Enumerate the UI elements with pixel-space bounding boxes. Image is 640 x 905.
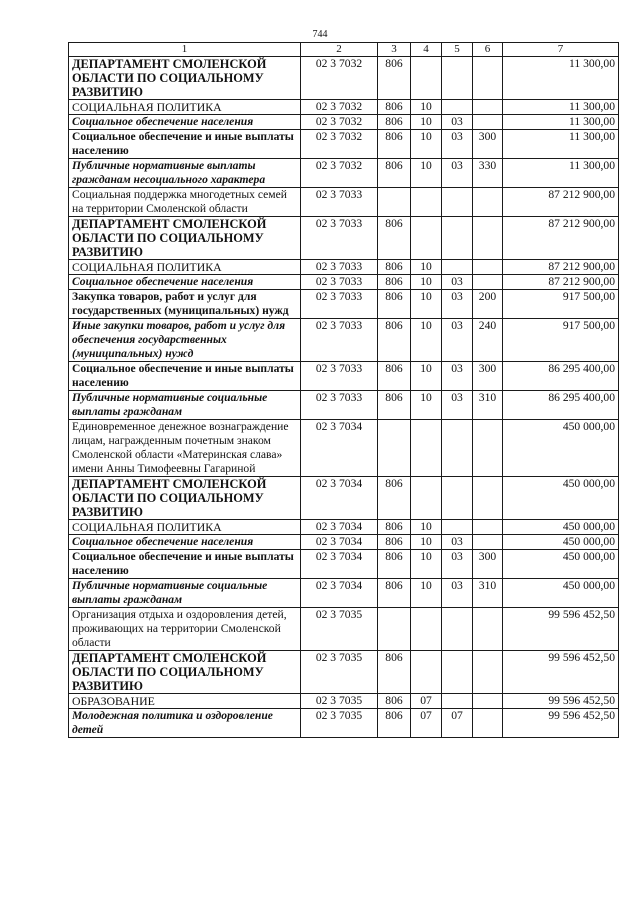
- expense-type-cell: [473, 100, 503, 115]
- amount-cell: 450 000,00: [503, 550, 619, 579]
- table-row: [69, 550, 619, 579]
- item-name-cell: Социальное обеспечение и иные выплаты населению: [69, 362, 301, 391]
- amount-cell: 917 500,00: [503, 290, 619, 319]
- expense-type-cell: [473, 520, 503, 535]
- expense-type-cell: [473, 420, 503, 477]
- section-cell: 10: [411, 535, 442, 550]
- admin-code-cell: 806: [378, 275, 411, 290]
- header-row: [69, 43, 619, 57]
- amount-cell: 11 300,00: [503, 130, 619, 159]
- item-name-cell: Социальное обеспечение и иные выплаты населению: [69, 550, 301, 579]
- target-article-cell: 02 3 7033: [301, 217, 378, 260]
- table-row: [69, 535, 619, 550]
- table-row: [69, 319, 619, 362]
- item-name-cell: СОЦИАЛЬНАЯ ПОЛИТИКА: [69, 260, 301, 275]
- subsection-cell: 03: [442, 535, 473, 550]
- header-cell: 2: [301, 43, 378, 57]
- expense-type-cell: 200: [473, 290, 503, 319]
- table-row: [69, 694, 619, 709]
- amount-cell: 87 212 900,00: [503, 188, 619, 217]
- item-name-cell: СОЦИАЛЬНАЯ ПОЛИТИКА: [69, 520, 301, 535]
- target-article-cell: 02 3 7035: [301, 608, 378, 651]
- table-row: [69, 100, 619, 115]
- admin-code-cell: 806: [378, 319, 411, 362]
- admin-code-cell: 806: [378, 57, 411, 100]
- subsection-cell: [442, 520, 473, 535]
- expense-type-cell: [473, 535, 503, 550]
- expense-type-cell: [473, 115, 503, 130]
- target-article-cell: 02 3 7034: [301, 420, 378, 477]
- item-name-cell: ДЕПАРТАМЕНТ СМОЛЕНСКОЙ ОБЛАСТИ ПО СОЦИАЛЬНОМУ РАЗВИТИЮ: [69, 477, 301, 520]
- section-cell: 10: [411, 290, 442, 319]
- admin-code-cell: 806: [378, 709, 411, 738]
- target-article-cell: 02 3 7034: [301, 477, 378, 520]
- target-article-cell: 02 3 7035: [301, 694, 378, 709]
- table-row: [69, 608, 619, 651]
- amount-cell: 87 212 900,00: [503, 260, 619, 275]
- section-cell: 10: [411, 115, 442, 130]
- table-row: [69, 391, 619, 420]
- subsection-cell: 03: [442, 319, 473, 362]
- item-name-cell: Единовременное денежное вознаграждение лицам, награжденным почетным знаком Смоленской области «Материнская слава» имени Анны Тимофеевны Гагариной: [69, 420, 301, 477]
- target-article-cell: 02 3 7034: [301, 579, 378, 608]
- admin-code-cell: 806: [378, 115, 411, 130]
- subsection-cell: 03: [442, 115, 473, 130]
- subsection-cell: 03: [442, 579, 473, 608]
- item-name-cell: Социальное обеспечение населения: [69, 275, 301, 290]
- target-article-cell: 02 3 7032: [301, 159, 378, 188]
- subsection-cell: 03: [442, 290, 473, 319]
- header-cell: 3: [378, 43, 411, 57]
- section-cell: 10: [411, 319, 442, 362]
- table-row: [69, 709, 619, 738]
- section-cell: 10: [411, 520, 442, 535]
- subsection-cell: 07: [442, 709, 473, 738]
- item-name-cell: СОЦИАЛЬНАЯ ПОЛИТИКА: [69, 100, 301, 115]
- admin-code-cell: 806: [378, 535, 411, 550]
- section-cell: [411, 217, 442, 260]
- subsection-cell: 03: [442, 159, 473, 188]
- section-cell: [411, 57, 442, 100]
- table-row: [69, 579, 619, 608]
- admin-code-cell: 806: [378, 260, 411, 275]
- section-cell: 10: [411, 275, 442, 290]
- admin-code-cell: 806: [378, 362, 411, 391]
- subsection-cell: [442, 260, 473, 275]
- section-cell: 07: [411, 694, 442, 709]
- admin-code-cell: 806: [378, 579, 411, 608]
- table-row: [69, 362, 619, 391]
- amount-cell: 917 500,00: [503, 319, 619, 362]
- amount-cell: 450 000,00: [503, 535, 619, 550]
- item-name-cell: Закупка товаров, работ и услуг для государственных (муниципальных) нужд: [69, 290, 301, 319]
- section-cell: 10: [411, 100, 442, 115]
- section-cell: 10: [411, 579, 442, 608]
- admin-code-cell: [378, 420, 411, 477]
- subsection-cell: [442, 420, 473, 477]
- admin-code-cell: 806: [378, 391, 411, 420]
- table-row: [69, 651, 619, 694]
- section-cell: 10: [411, 260, 442, 275]
- amount-cell: 99 596 452,50: [503, 608, 619, 651]
- target-article-cell: 02 3 7032: [301, 57, 378, 100]
- item-name-cell: Социальное обеспечение населения: [69, 115, 301, 130]
- target-article-cell: 02 3 7032: [301, 130, 378, 159]
- table-row: [69, 275, 619, 290]
- section-cell: 10: [411, 130, 442, 159]
- subsection-cell: 03: [442, 275, 473, 290]
- target-article-cell: 02 3 7033: [301, 275, 378, 290]
- expense-type-cell: [473, 57, 503, 100]
- expense-type-cell: 300: [473, 550, 503, 579]
- table-row: [69, 260, 619, 275]
- amount-cell: 450 000,00: [503, 579, 619, 608]
- target-article-cell: 02 3 7033: [301, 188, 378, 217]
- table-row: [69, 130, 619, 159]
- table-row: [69, 520, 619, 535]
- subsection-cell: [442, 188, 473, 217]
- item-name-cell: Социальная поддержка многодетных семей на территории Смоленской области: [69, 188, 301, 217]
- target-article-cell: 02 3 7033: [301, 391, 378, 420]
- item-name-cell: Публичные нормативные социальные выплаты гражданам: [69, 391, 301, 420]
- item-name-cell: Молодежная политика и оздоровление детей: [69, 709, 301, 738]
- subsection-cell: [442, 477, 473, 520]
- expense-type-cell: [473, 694, 503, 709]
- admin-code-cell: 806: [378, 159, 411, 188]
- admin-code-cell: [378, 608, 411, 651]
- expense-type-cell: [473, 651, 503, 694]
- expense-type-cell: 240: [473, 319, 503, 362]
- admin-code-cell: 806: [378, 100, 411, 115]
- section-cell: 10: [411, 550, 442, 579]
- subsection-cell: [442, 651, 473, 694]
- table-row: [69, 57, 619, 100]
- expense-type-cell: 310: [473, 391, 503, 420]
- expense-type-cell: [473, 188, 503, 217]
- item-name-cell: Публичные нормативные выплаты гражданам несоциального характера: [69, 159, 301, 188]
- item-name-cell: Иные закупки товаров, работ и услуг для обеспечения государственных (муниципальных) нужд: [69, 319, 301, 362]
- admin-code-cell: [378, 188, 411, 217]
- target-article-cell: 02 3 7033: [301, 260, 378, 275]
- section-cell: [411, 420, 442, 477]
- section-cell: 10: [411, 159, 442, 188]
- target-article-cell: 02 3 7034: [301, 535, 378, 550]
- admin-code-cell: 806: [378, 217, 411, 260]
- section-cell: [411, 651, 442, 694]
- subsection-cell: [442, 608, 473, 651]
- item-name-cell: Социальное обеспечение населения: [69, 535, 301, 550]
- header-cell: 7: [503, 43, 619, 57]
- amount-cell: 87 212 900,00: [503, 217, 619, 260]
- expense-type-cell: [473, 260, 503, 275]
- item-name-cell: ДЕПАРТАМЕНТ СМОЛЕНСКОЙ ОБЛАСТИ ПО СОЦИАЛЬНОМУ РАЗВИТИЮ: [69, 217, 301, 260]
- target-article-cell: 02 3 7033: [301, 362, 378, 391]
- expense-type-cell: 330: [473, 159, 503, 188]
- table-row: [69, 217, 619, 260]
- admin-code-cell: 806: [378, 477, 411, 520]
- target-article-cell: 02 3 7033: [301, 319, 378, 362]
- amount-cell: 99 596 452,50: [503, 709, 619, 738]
- section-cell: 07: [411, 709, 442, 738]
- subsection-cell: [442, 217, 473, 260]
- amount-cell: 11 300,00: [503, 100, 619, 115]
- section-cell: 10: [411, 391, 442, 420]
- subsection-cell: 03: [442, 391, 473, 420]
- amount-cell: 11 300,00: [503, 159, 619, 188]
- amount-cell: 450 000,00: [503, 420, 619, 477]
- target-article-cell: 02 3 7033: [301, 290, 378, 319]
- subsection-cell: 03: [442, 550, 473, 579]
- subsection-cell: [442, 100, 473, 115]
- section-cell: [411, 188, 442, 217]
- page-number: 744: [312, 29, 328, 40]
- target-article-cell: 02 3 7035: [301, 709, 378, 738]
- table-row: [69, 188, 619, 217]
- amount-cell: 450 000,00: [503, 477, 619, 520]
- header-cell: 4: [411, 43, 442, 57]
- item-name-cell: ДЕПАРТАМЕНТ СМОЛЕНСКОЙ ОБЛАСТИ ПО СОЦИАЛЬНОМУ РАЗВИТИЮ: [69, 57, 301, 100]
- amount-cell: 86 295 400,00: [503, 362, 619, 391]
- expense-type-cell: [473, 709, 503, 738]
- target-article-cell: 02 3 7032: [301, 100, 378, 115]
- header-cell: 5: [442, 43, 473, 57]
- section-cell: 10: [411, 362, 442, 391]
- admin-code-cell: 806: [378, 130, 411, 159]
- amount-cell: 86 295 400,00: [503, 391, 619, 420]
- amount-cell: 99 596 452,50: [503, 694, 619, 709]
- amount-cell: 450 000,00: [503, 520, 619, 535]
- item-name-cell: ОБРАЗОВАНИЕ: [69, 694, 301, 709]
- expense-type-cell: [473, 477, 503, 520]
- subsection-cell: 03: [442, 130, 473, 159]
- expense-type-cell: [473, 275, 503, 290]
- table-row: [69, 115, 619, 130]
- target-article-cell: 02 3 7032: [301, 115, 378, 130]
- expense-type-cell: [473, 217, 503, 260]
- expense-type-cell: 310: [473, 579, 503, 608]
- amount-cell: 11 300,00: [503, 57, 619, 100]
- item-name-cell: Социальное обеспечение и иные выплаты населению: [69, 130, 301, 159]
- admin-code-cell: 806: [378, 694, 411, 709]
- target-article-cell: 02 3 7035: [301, 651, 378, 694]
- amount-cell: 99 596 452,50: [503, 651, 619, 694]
- table-body: [69, 43, 619, 738]
- admin-code-cell: 806: [378, 651, 411, 694]
- expense-type-cell: 300: [473, 130, 503, 159]
- table-row: [69, 290, 619, 319]
- item-name-cell: ДЕПАРТАМЕНТ СМОЛЕНСКОЙ ОБЛАСТИ ПО СОЦИАЛЬНОМУ РАЗВИТИЮ: [69, 651, 301, 694]
- table-row: [69, 420, 619, 477]
- admin-code-cell: 806: [378, 550, 411, 579]
- subsection-cell: [442, 694, 473, 709]
- admin-code-cell: 806: [378, 290, 411, 319]
- target-article-cell: 02 3 7034: [301, 520, 378, 535]
- expense-type-cell: [473, 608, 503, 651]
- header-cell: 6: [473, 43, 503, 57]
- target-article-cell: 02 3 7034: [301, 550, 378, 579]
- section-cell: [411, 608, 442, 651]
- subsection-cell: 03: [442, 362, 473, 391]
- table-row: [69, 477, 619, 520]
- amount-cell: 11 300,00: [503, 115, 619, 130]
- admin-code-cell: 806: [378, 520, 411, 535]
- amount-cell: 87 212 900,00: [503, 275, 619, 290]
- section-cell: [411, 477, 442, 520]
- item-name-cell: Организация отдыха и оздоровления детей, проживающих на территории Смоленской области: [69, 608, 301, 651]
- budget-table: [68, 42, 619, 738]
- item-name-cell: Публичные нормативные социальные выплаты гражданам: [69, 579, 301, 608]
- subsection-cell: [442, 57, 473, 100]
- header-cell: 1: [69, 43, 301, 57]
- table-row: [69, 159, 619, 188]
- expense-type-cell: 300: [473, 362, 503, 391]
